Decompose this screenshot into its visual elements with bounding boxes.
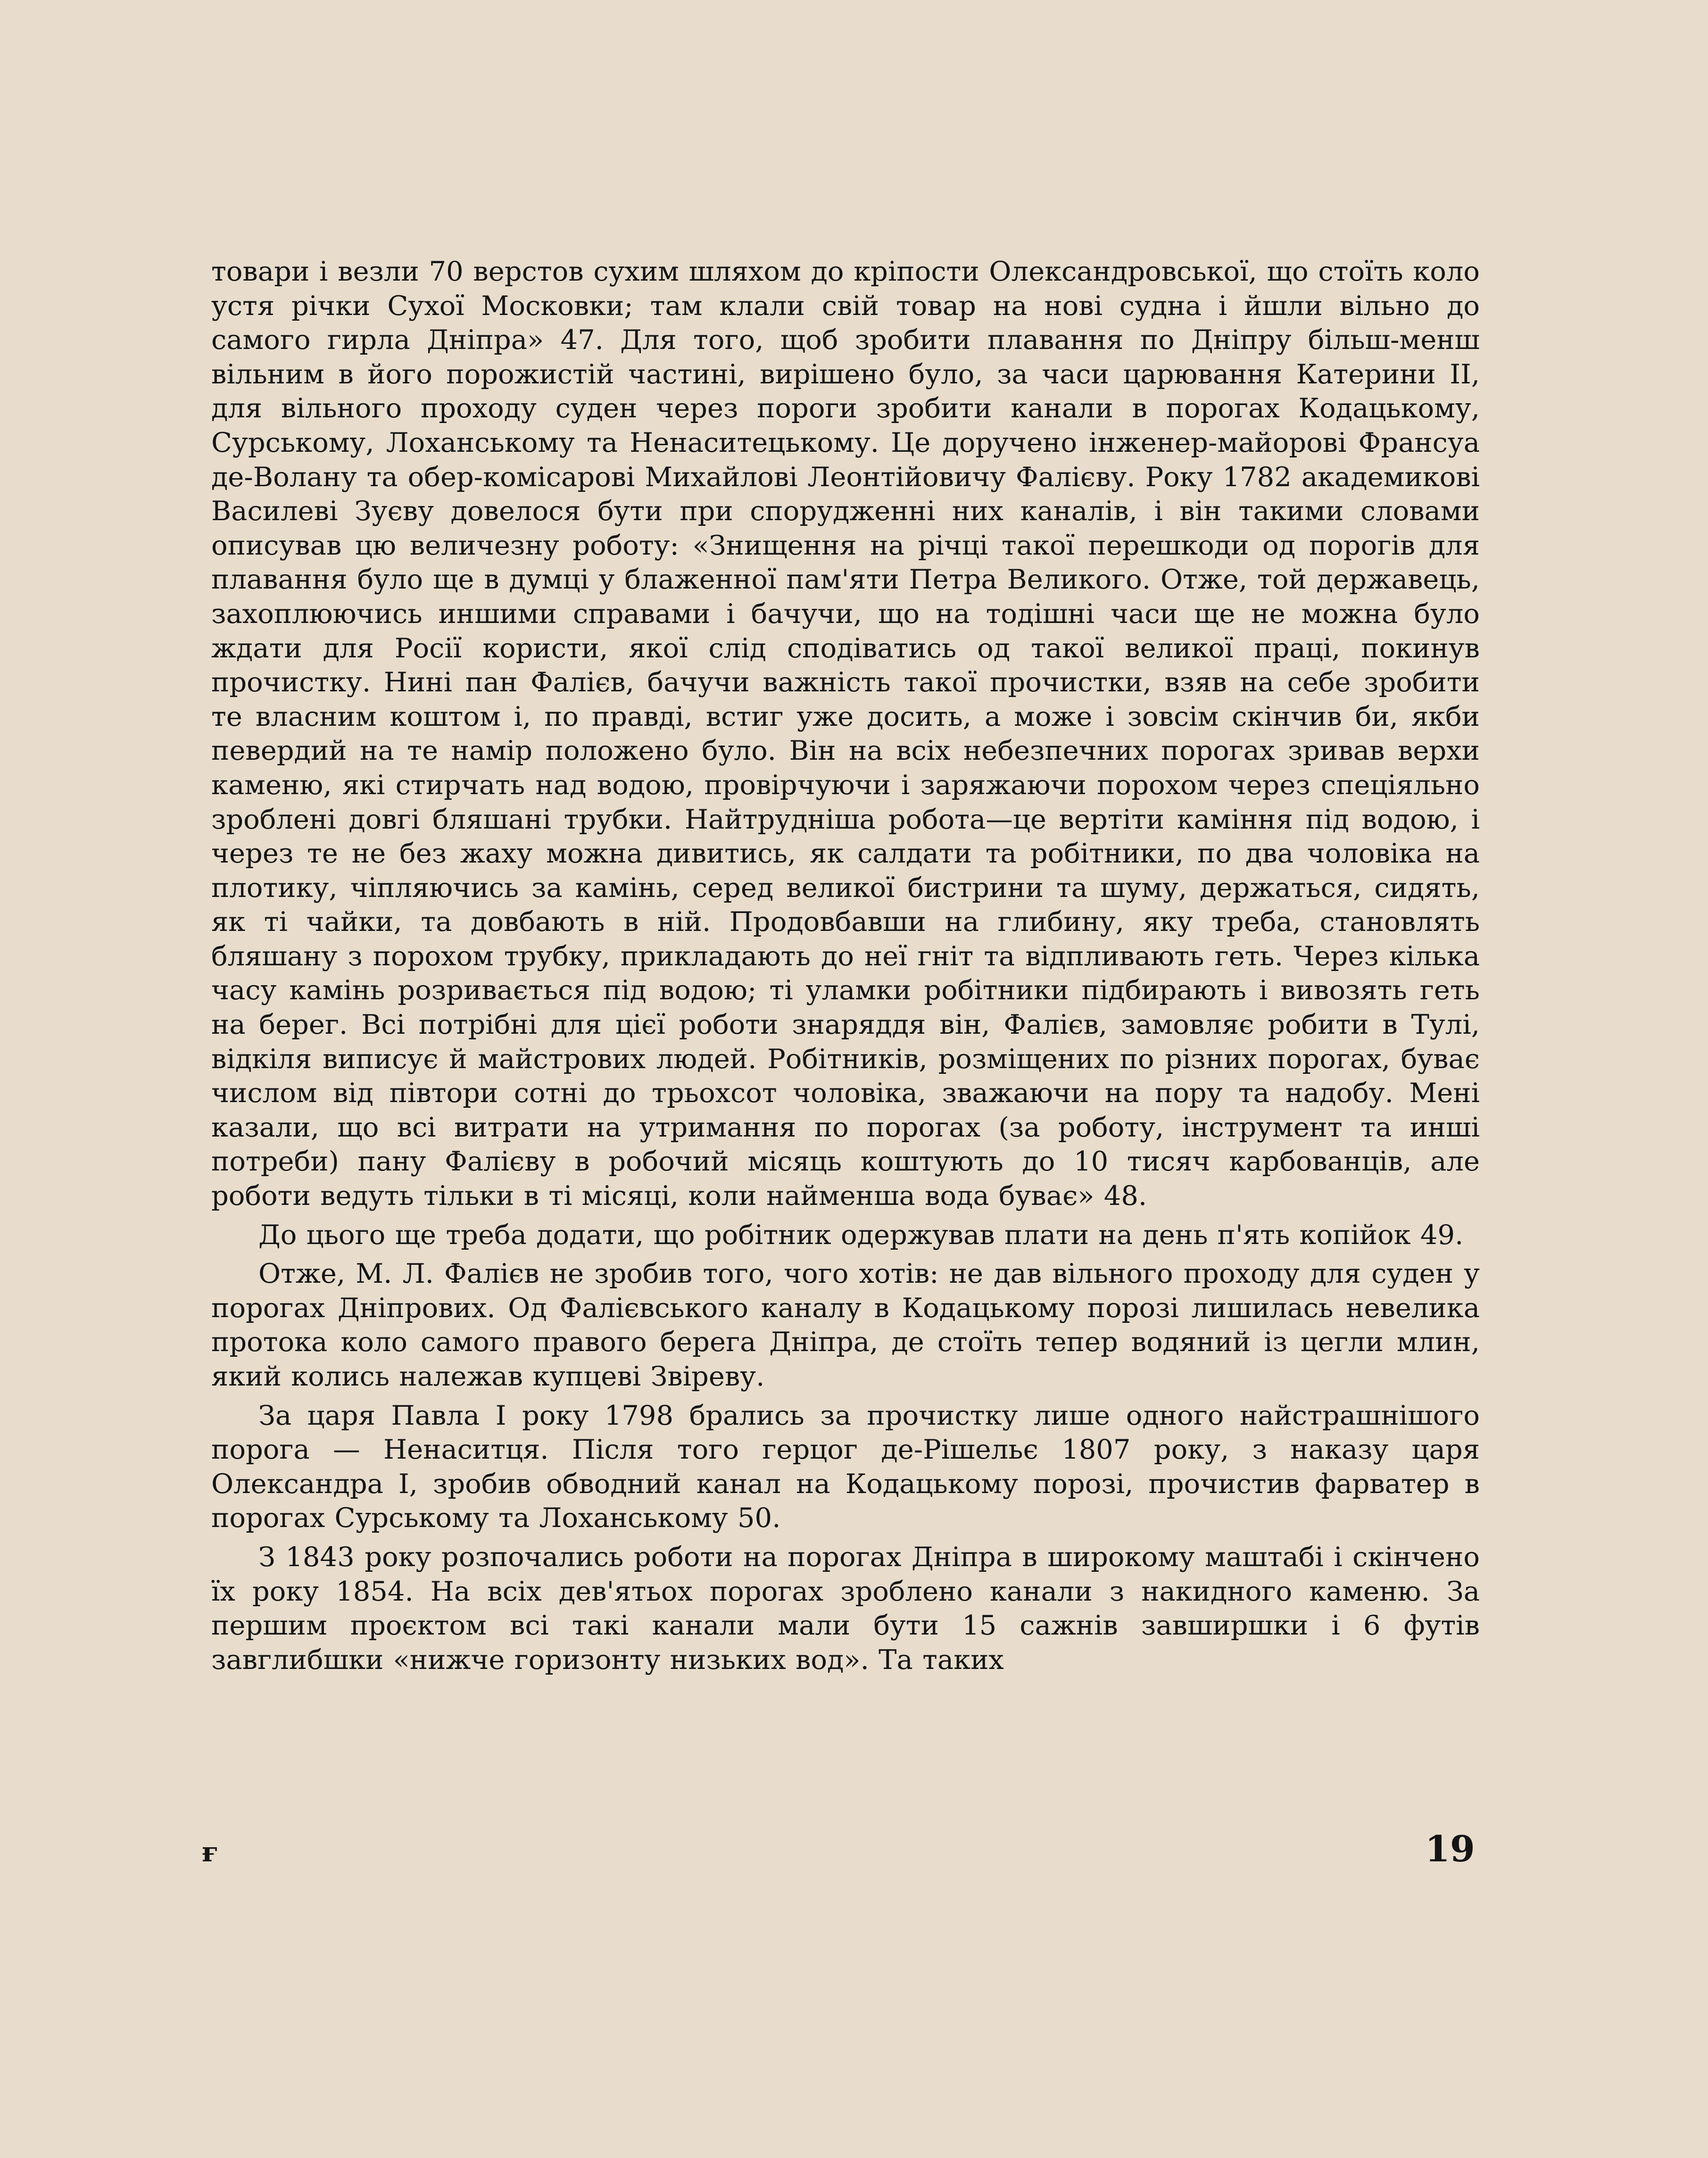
paragraph-3: Отже, М. Л. Фалієв не зробив того, чого хотів: не дав вільного проходу для суден у порогах Дніпрових. Од Фалієвського каналу в Кодацькому порозі лишилась невелика протока коло самого правого берега Дніпра, де стоїть тепер водяний із цегли млин, який колись належав купцеві Звіреву.: [211, 1258, 1480, 1392]
body-text: [211, 255, 1480, 1677]
paragraph-4: За царя Павла I року 1798 брались за прочистку лише одного найстрашнішого порога — Ненаситця. Після того герцог де-Рішельє 1807 року, з наказу царя Олександра I, зробив обводний канал на Кодацькому порозі, прочистив фарватер в порогах Сурському та Лоханському 50.: [211, 1399, 1480, 1534]
paragraph-5: З 1843 року розпочались роботи на порогах Дніпра в широкому маштабі і скінчено їх року 1854. На всіх дев'ятьох порогах зроблено канали з накидного каменю. За першим проєктом всі такі канали мали бути 15 сажнів завширшки і 6 футів завглибшки «нижче горизонту низьких вод». Та таких: [211, 1541, 1480, 1676]
paragraph-2: До цього ще треба додати, що робітник одержував плати на день п'ять копійок 49.: [258, 1219, 1464, 1251]
page-number: 19: [1425, 1828, 1475, 1870]
printer-signature-mark: ғ: [202, 1836, 219, 1868]
paragraph-1: товари і везли 70 верстов сухим шляхом до кріпости Олександровської, що стоїть коло устя річки Сухої Московки; там клали свій товар на нові судна і йшли вільно до самого гирла Дніпра» 47. Для того, щоб зробити плавання по Дніпру більш-менш вільним в його порожистій частині, вирішено було, за часи царювання Катерини II, для вільного проходу суден через пороги зробити канали в порогах Кодацькому, Сурському, Лоханському та Ненаситецькому. Це доручено інженер-майорові Франсуа де-Волану та обер-комісарові Михайлові Леонтійовичу Фалієву. Року 1782 академикові Василеві Зуєву довелося бути при спорудженні них каналів, і він такими словами описував цю величезну роботу: «Знищення на річці такої перешкоди од порогів для плавання було ще в думці у блаженної пам'яти Петра Великого. Отже, той державець, захоплюючись иншими справами і бачучи, що на тодішні часи ще не можна було ждати для Росії користи, якої слід сподіватись од такої великої праці, покинув прочистку. Нині пан Фалієв, бачучи важність такої прочистки, взяв на себе зробити те власним коштом і, по правді, встиг уже досить, а може і зовсім скінчив би, якби певердий на те намір положено було. Він на всіх небезпечних порогах зривав верхи каменю, які стирчать над водою, провірчуючи і заряжаючи порохом через спеціяльно зроблені довгі бляшані трубки. Найтрудніша робота—це вертіти каміння під водою, і через те не без жаху можна дивитись, як салдати та робітники, по два чоловіка на плотику, чіпляючись за камінь, серед великої бистрини та шуму, держаться, сидять, як ті чайки, та довбають в ній. Продовбавши на глибину, яку треба, становлять бляшану з порохом трубку, прикладають до неї гніт та відпливають геть. Через кілька часу камінь розривається під водою; ті уламки робітники підбирають і вивозять геть на берег. Всі потрібні для цієї роботи знаряддя він, Фалієв, замовляє робити в Тулі, відкіля виписує й майстрових людей. Робітників, розміщених по різних порогах, буває числом від півтори сотні до трьохсот чоловіка, зважаючи на пору та надобу. Мені казали, що всі витрати на утримання по порогах (за роботу, інструмент та инші потреби) пану Фалієву в робочий місяць коштують до 10 тисяч карбованців, але роботи ведуть тільки в ті місяці, коли найменша вода буває» 48.: [211, 256, 1480, 1212]
